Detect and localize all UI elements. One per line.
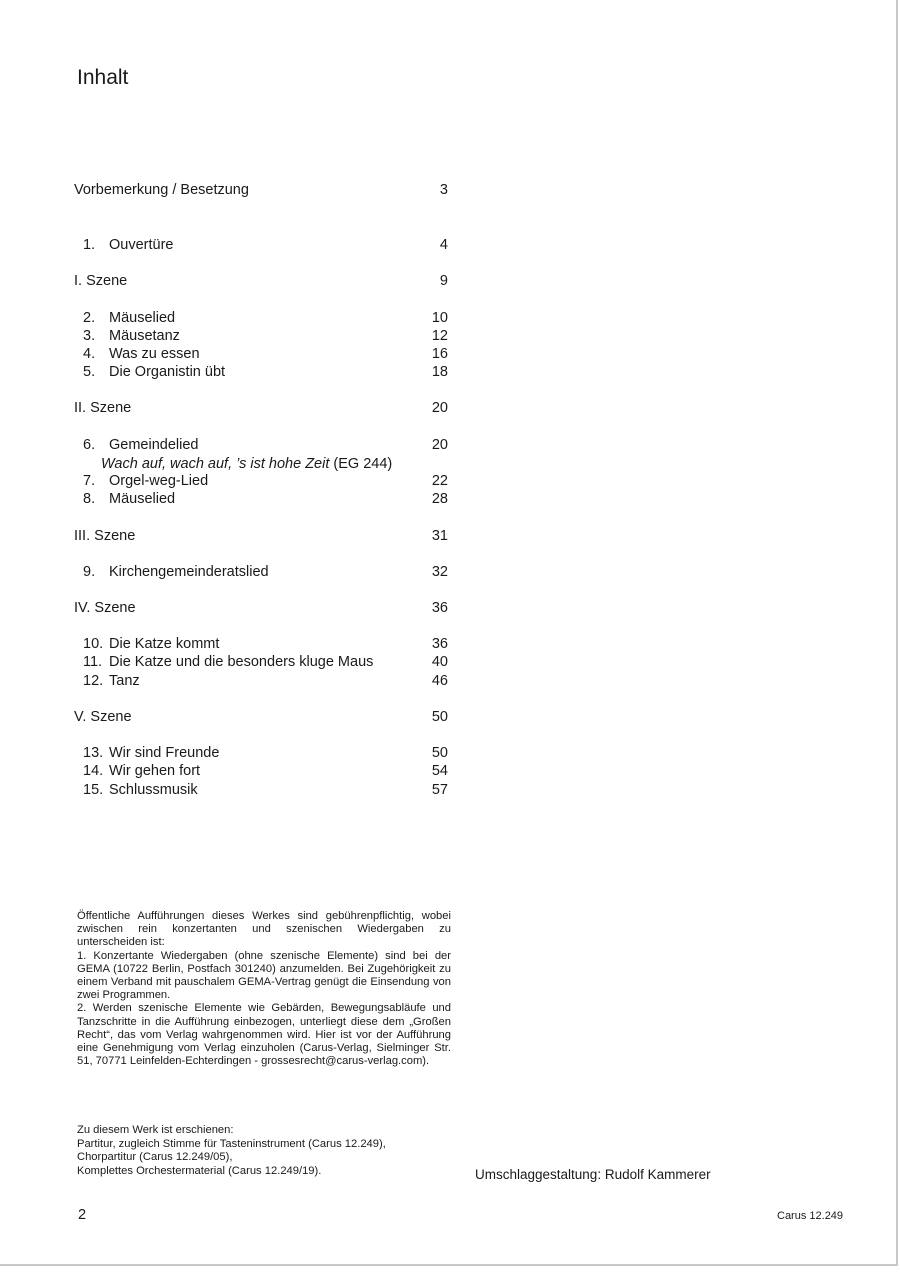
toc-number: 14. (83, 763, 104, 779)
toc-page-number: 22 (431, 473, 448, 489)
hymn-subtitle (101, 455, 392, 473)
toc-entry (74, 327, 450, 345)
toc-label (83, 345, 200, 363)
toc-label (74, 708, 132, 726)
toc-number: 12. (83, 673, 104, 689)
toc-page-number: 40 (431, 654, 448, 670)
also-published-item: Chorpartitur (Carus 12.249/05), (77, 1151, 233, 1163)
toc-page-number: 36 (431, 600, 448, 616)
toc-entry (74, 472, 450, 490)
toc-number: 7. (83, 473, 96, 489)
toc-label (83, 672, 140, 690)
toc-section (74, 272, 450, 290)
page-number: 2 (78, 1207, 87, 1223)
toc-number: 2. (83, 310, 96, 326)
toc-page-number: 32 (431, 564, 448, 580)
toc-number: 5. (83, 364, 96, 380)
toc-entry (74, 490, 450, 508)
toc-entry (74, 309, 450, 327)
toc-label (74, 527, 135, 545)
toc-title: Gemeindelied (109, 437, 199, 453)
toc-label (74, 272, 127, 290)
toc-entry (74, 635, 450, 653)
toc-entry (74, 672, 450, 690)
toc-page-number: 31 (431, 528, 448, 544)
toc-entry (74, 563, 450, 581)
also-published-item: Partitur, zugleich Stimme für Tasteninstrument (Carus 12.249), (77, 1137, 386, 1150)
toc-number: 11. (83, 654, 103, 670)
toc-title: Kirchengemeinderatslied (109, 564, 269, 580)
toc-number: 4. (83, 346, 96, 362)
toc-title: II. Szene (74, 400, 132, 416)
toc-page-number: 20 (431, 400, 448, 416)
toc-page-number: 10 (431, 310, 448, 326)
toc-page-number: 18 (431, 364, 448, 380)
toc-title: Wir sind Freunde (109, 745, 220, 761)
toc-section (74, 527, 450, 545)
toc-page-number: 57 (431, 782, 448, 798)
toc-page-number: 50 (431, 709, 448, 725)
toc-entry (74, 436, 450, 454)
toc-label (83, 363, 225, 381)
catalog-number: Carus 12.249 (777, 1210, 844, 1222)
toc-page-number: 4 (439, 237, 448, 253)
toc-page-number: 12 (431, 328, 448, 344)
toc-entry (74, 762, 450, 780)
toc-label (83, 563, 269, 581)
toc-number: 6. (83, 437, 96, 453)
toc-title: Die Organistin übt (109, 364, 226, 380)
toc-title: IV. Szene (74, 600, 136, 616)
toc-title: V. Szene (74, 709, 132, 725)
also-published (77, 1124, 457, 1178)
toc-label (83, 762, 200, 780)
hymn-subtitle-reference: (EG 244) (329, 456, 393, 472)
toc-page-number: 16 (431, 346, 448, 362)
toc-title: Die Katze kommt (109, 636, 220, 652)
toc-page-number: 54 (431, 763, 448, 779)
also-published-item: Komplettes Orchestermaterial (Carus 12.249/19). (77, 1164, 322, 1177)
toc-label (83, 744, 219, 762)
toc-entry (74, 363, 450, 381)
toc-title: Mäusetanz (109, 328, 180, 344)
toc-title: I. Szene (74, 273, 128, 289)
notice-point-1: 1. Konzertante Wiedergaben (ohne szenische Elemente) sind bei der GEMA (10722 Berlin, Postfach 301240) anzumelden. Bei Zugehörigkeit zu einem Verband mit pauschalem GEMA-Vertrag genügt die Einsendung von zwei Programmen. (77, 949, 451, 1002)
toc-title: Wir gehen fort (109, 763, 201, 779)
toc-label (83, 490, 175, 508)
toc-label (74, 399, 131, 417)
toc-entry (74, 236, 450, 254)
toc-section (74, 599, 450, 617)
toc-title: III. Szene (74, 528, 136, 544)
toc-page-number: 20 (431, 437, 448, 453)
toc-section (74, 181, 450, 199)
toc-title: Ouvertüre (109, 237, 174, 253)
toc-number: 1. (83, 237, 96, 253)
page-title: Inhalt (77, 66, 129, 89)
toc-label (83, 472, 208, 490)
toc-page-number: 36 (431, 636, 448, 652)
toc-entry (74, 744, 450, 762)
notice-point-2: 2. Werden szenische Elemente wie Gebärden, Bewegungsabläufe und Tanzschritte in die Aufführung einbezogen, unterliegt diese dem „Großen Recht“, das vom Verlag wahrgenommen wird. Hier ist vor der Aufführung eine Genehmigung vom Verlag einzuholen (Carus-Verlag, Sielminger Str. 51, 70771 Leinfelden-Echterdingen - grossesrecht@carus-verlag.com). (77, 1002, 451, 1068)
toc-page-number: 3 (439, 182, 448, 198)
toc-number: 15. (83, 782, 104, 798)
hymn-subtitle-title: Wach auf, wach auf, ’s ist hohe Zeit (101, 456, 330, 472)
toc-title: Tanz (109, 673, 140, 689)
notice-intro: Öffentliche Aufführungen dieses Werkes sind gebührenpflichtig, wobei zwischen rein konzertanten und szenischen Wiedergaben zu unterscheiden ist: (77, 910, 451, 949)
toc-title: Schlussmusik (109, 782, 198, 798)
toc-label (74, 599, 136, 617)
toc-label (83, 309, 175, 327)
toc-number: 8. (83, 491, 96, 507)
toc-title: Vorbemerkung / Besetzung (74, 182, 249, 198)
toc-label (83, 236, 173, 254)
toc-label (74, 181, 249, 199)
cover-credit: Umschlaggestaltung: Rudolf Kammerer (475, 1167, 711, 1182)
toc-section (74, 708, 450, 726)
toc-entry (74, 781, 450, 799)
toc-title: Mäuselied (109, 310, 176, 326)
toc-entry (74, 345, 450, 363)
toc-page-number: 50 (431, 745, 448, 761)
toc-title: Was zu essen (109, 346, 200, 362)
toc-entry (74, 653, 450, 671)
also-published-heading: Zu diesem Werk ist erschienen: (77, 1124, 234, 1136)
toc-title: Mäuselied (109, 491, 176, 507)
toc-number: 10. (83, 636, 104, 652)
toc-section (74, 399, 450, 417)
toc-page-number: 46 (431, 673, 448, 689)
toc-label (83, 653, 373, 671)
toc-number: 13. (83, 745, 104, 761)
toc-title: Die Katze und die besonders kluge Maus (109, 654, 374, 670)
toc-title: Orgel-weg-Lied (109, 473, 209, 489)
toc-number: 9. (83, 564, 96, 580)
toc-page-number: 28 (431, 491, 448, 507)
toc-label (83, 436, 198, 454)
toc-page-number: 9 (439, 273, 448, 289)
toc-label (83, 635, 219, 653)
toc-label (83, 327, 180, 345)
toc-label (83, 781, 198, 799)
toc-number: 3. (83, 328, 96, 344)
performance-rights-notice (77, 910, 451, 1068)
